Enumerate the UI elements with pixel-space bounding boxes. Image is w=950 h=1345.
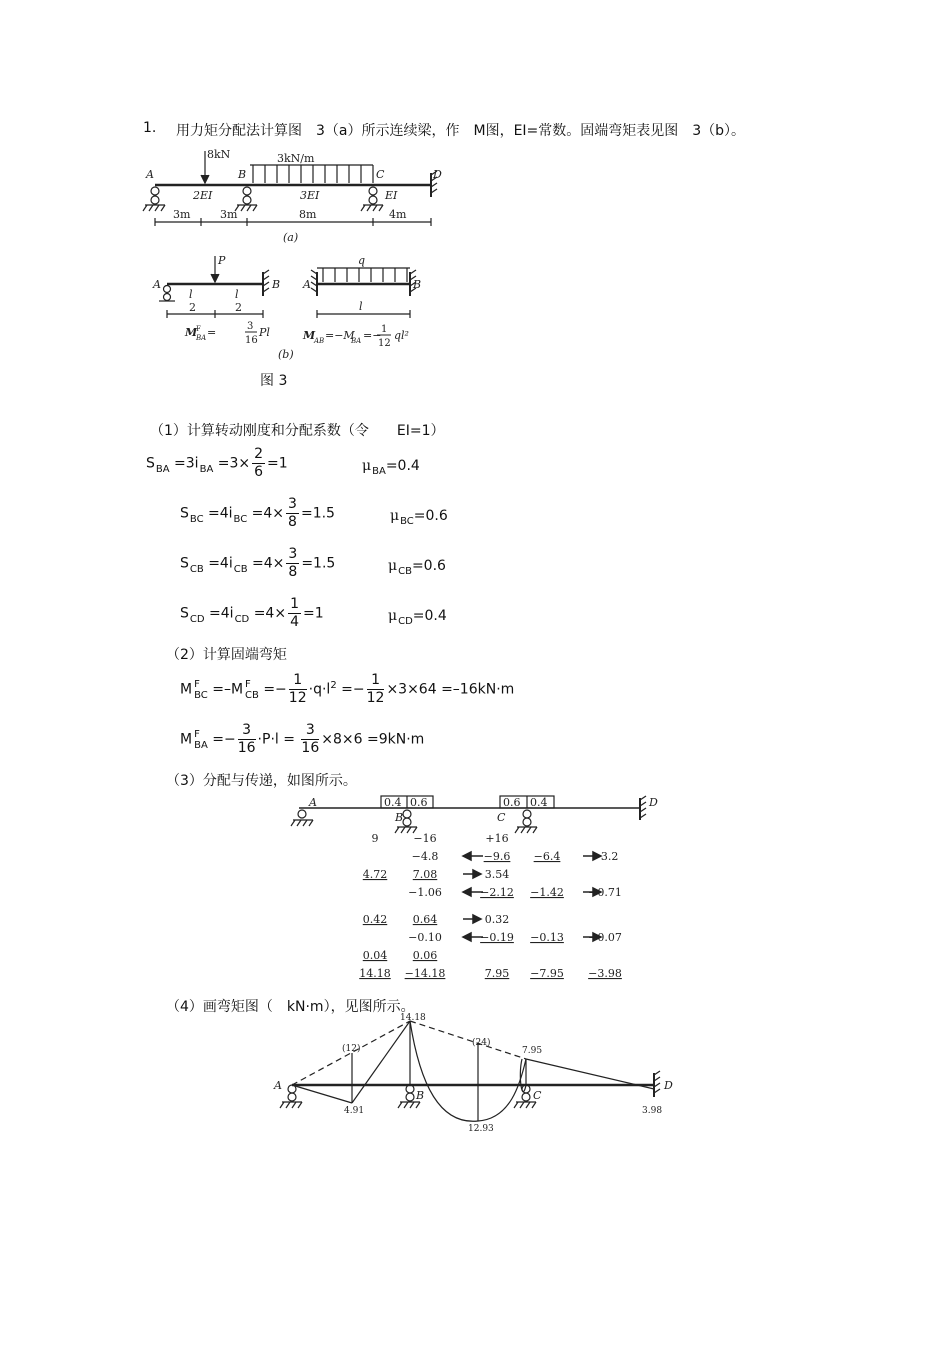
dist-cell: −4.8 <box>411 850 439 863</box>
dist-cell: 0.06 <box>412 949 438 962</box>
figure-b-label: (b) <box>278 348 294 361</box>
dist-cell: −0.07 <box>588 931 622 944</box>
svg-text:ql²: ql² <box>394 329 409 342</box>
svg-text:M: M <box>185 326 198 339</box>
dist-cell: 14.18 <box>359 967 391 980</box>
node-a: A <box>146 168 154 181</box>
svg-text:BA: BA <box>196 334 207 342</box>
svg-text:1: 1 <box>381 324 388 335</box>
svg-text:C: C <box>533 1089 542 1102</box>
dist-cell: −0.10 <box>408 931 442 944</box>
step3-heading: （3）分配与传递，如图所示。 <box>166 773 357 789</box>
svg-text:B: B <box>416 1089 425 1102</box>
svg-text:=−: =− <box>363 329 382 342</box>
figure-caption: 图 3 <box>260 373 288 389</box>
dist-cell: −0.71 <box>588 886 622 899</box>
svg-text:2: 2 <box>235 301 242 314</box>
point-load-label: 8kN <box>207 148 231 161</box>
span-3: 8m <box>299 208 317 221</box>
svg-text:0.4: 0.4 <box>384 796 402 809</box>
label-3-98: 3.98 <box>642 1106 663 1116</box>
dist-cell: −16 <box>413 832 437 845</box>
support-a <box>143 187 165 211</box>
svg-text:=−M: =−M <box>325 329 355 342</box>
node-d: D <box>433 168 442 181</box>
dist-cell: −3.2 <box>591 850 619 863</box>
dist-cell: −1.42 <box>530 886 564 899</box>
step4-heading: （4）画弯矩图（ kN·m），见图所示。 <box>166 999 415 1015</box>
dist-cell: −3.98 <box>588 967 622 980</box>
eq-s-cd: $S_{CD} =4i_{CD} =4\times$ $\frac{1}{4}$ =1 <box>180 596 324 630</box>
svg-text:A: A <box>153 278 161 291</box>
svg-text:12: 12 <box>378 338 391 349</box>
svg-text:Pl: Pl <box>259 326 270 339</box>
svg-text:B: B <box>413 278 422 291</box>
dist-cell: 0.32 <box>484 913 510 926</box>
svg-text:A: A <box>309 796 317 809</box>
label-12-93: 12.93 <box>468 1124 494 1134</box>
eq-mu-ba: $\mu_{BA}=0.4$ <box>362 458 420 477</box>
eq-s-cb: $S_{CB} =4i_{CB} =4\times$ $\frac{3}{8}$ =1.5 <box>180 546 336 580</box>
dist-cell: 0.04 <box>362 949 388 962</box>
support-c <box>361 187 383 211</box>
eq-fixed-end-ba: M F BA =− $\frac{3}{16}$ ·P·l = $\frac{3}{16}$ ×8×6 =9kN·m <box>180 722 425 756</box>
dist-cell: −9.6 <box>483 850 511 863</box>
label-12: (12) <box>342 1044 361 1054</box>
svg-text:0.4: 0.4 <box>530 796 548 809</box>
dist-cell: −6.4 <box>533 850 561 863</box>
node-c: C <box>376 168 385 181</box>
dist-cell: −1.06 <box>408 886 442 899</box>
svg-text:0.6: 0.6 <box>503 796 521 809</box>
svg-text:A: A <box>274 1079 282 1092</box>
svg-text:P: P <box>218 254 226 267</box>
node-b: B <box>238 168 247 181</box>
step1-heading: （1）计算转动刚度和分配系数（令 EI=1） <box>150 423 445 439</box>
figure-3a-beam <box>135 145 445 250</box>
dist-cell: −7.95 <box>530 967 564 980</box>
distribution-cells <box>359 832 622 980</box>
dist-cell: 0.64 <box>412 913 438 926</box>
distributed-load-arrows <box>253 165 373 183</box>
dist-cell: −0.13 <box>530 931 564 944</box>
svg-text:l: l <box>359 300 363 313</box>
label-7-95: 7.95 <box>522 1046 543 1056</box>
eq-s-ba: $S_{BA} =3i_{BA} =3\times$ $\frac{2}{6}$ =1 <box>146 446 288 480</box>
stiffness-cd: EI <box>385 189 398 202</box>
eq-mu-bc: $\mu_{BC}=0.6$ <box>390 508 448 527</box>
svg-text:3: 3 <box>247 321 254 332</box>
span-1: 3m <box>173 208 191 221</box>
svg-text:D: D <box>664 1079 673 1092</box>
svg-text:AB: AB <box>314 337 325 345</box>
stiffness-ab: 2EI <box>193 189 213 202</box>
svg-text:B: B <box>272 278 281 291</box>
svg-text:16: 16 <box>245 335 258 346</box>
dist-cell: +16 <box>485 832 509 845</box>
bmd-line-a-min <box>292 1085 352 1103</box>
svg-text:A: A <box>303 278 311 291</box>
svg-text:F: F <box>196 325 201 333</box>
span-2: 3m <box>220 208 238 221</box>
stiffness-bc: 3EI <box>300 189 320 202</box>
label-14-18: 14.18 <box>400 1013 426 1023</box>
dist-cell: 3.54 <box>484 868 510 881</box>
span-4: 4m <box>389 208 407 221</box>
bmd-line-min-b <box>352 1021 410 1103</box>
dist-cell: −0.19 <box>480 931 514 944</box>
svg-text:B: B <box>395 811 404 824</box>
svg-text:q: q <box>358 254 366 267</box>
bmd-dashed-bc <box>410 1021 526 1059</box>
svg-text:M: M <box>303 329 316 342</box>
svg-text:l: l <box>189 288 193 301</box>
dist-cell: 7.95 <box>484 967 510 980</box>
svg-text:=: = <box>207 326 217 339</box>
eq-mu-cd: $\mu_{CD}=0.4$ <box>388 608 447 627</box>
dist-cell: −14.18 <box>404 967 446 980</box>
label-4-91: 4.91 <box>344 1106 365 1116</box>
dist-cell: 9 <box>371 832 379 845</box>
svg-text:2: 2 <box>189 301 196 314</box>
figure-a-label: (a) <box>283 231 299 244</box>
svg-text:BA: BA <box>351 337 362 345</box>
eq-mu-cb: $\mu_{CB}=0.6$ <box>388 558 446 577</box>
svg-text:0.6: 0.6 <box>410 796 428 809</box>
svg-text:D: D <box>649 796 658 809</box>
problem-text: 用力矩分配法计算图 3（a）所示连续梁，作 M图，EI=常数。固端弯矩表见图 3（b）。 <box>176 123 746 139</box>
eq-s-bc: $S_{BC} =4i_{BC} =4\times$ $\frac{3}{8}$ =1.5 <box>180 496 335 530</box>
svg-text:l: l <box>235 288 239 301</box>
bmd-curve-bc <box>410 1021 526 1121</box>
dist-cell: −2.12 <box>480 886 514 899</box>
bending-moment-diagram <box>270 1015 680 1135</box>
dist-cell: 0.42 <box>362 913 388 926</box>
dist-cell: 4.72 <box>362 868 388 881</box>
figure-3b-table <box>145 252 435 364</box>
dist-cell: 7.08 <box>412 868 438 881</box>
svg-text:C: C <box>497 811 506 824</box>
problem-number: 1. <box>143 120 157 136</box>
support-b <box>235 187 257 211</box>
eq-fixed-end-bc: M F BC =–M F CB =− $\frac{1}{12}$ $\cdot q\cdot l^2$ =− $\frac{1}{12}$ ×3×64 =–16kN·m <box>180 672 515 706</box>
step2-heading: （2）计算固端弯矩 <box>166 647 287 663</box>
dist-load-label: 3kN/m <box>277 152 315 165</box>
distribution-table <box>285 790 665 985</box>
label-24: (24) <box>472 1038 491 1048</box>
